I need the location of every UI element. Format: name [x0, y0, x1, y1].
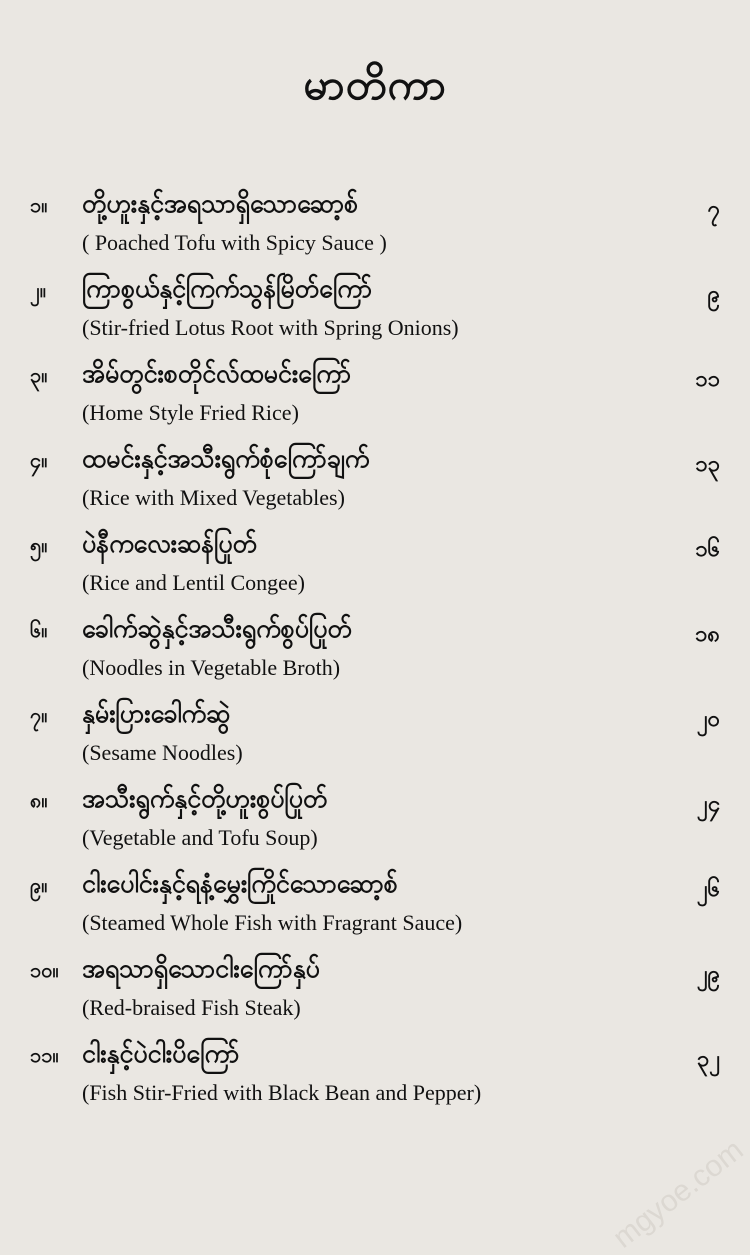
- item-title-myanmar: အရသာရှိသောငါးကြော်နှပ်: [82, 954, 320, 983]
- item-title-myanmar: ခေါက်ဆွဲနှင့်အသီးရွက်စွပ်ပြုတ်: [82, 614, 352, 643]
- item-title-myanmar: နှမ်းပြားခေါက်ဆွဲ: [82, 699, 231, 728]
- item-page-number: ၁၈: [695, 621, 720, 647]
- item-page-number: ၂၀: [696, 706, 720, 732]
- toc-item-8: [0, 783, 750, 868]
- item-title-english: (Sesame Noodles): [82, 740, 243, 765]
- item-title-myanmar: ပဲနီကလေးဆန်ပြုတ်: [82, 529, 257, 558]
- item-page-number: ၂၄: [696, 791, 720, 817]
- item-page-number: ၂၉: [696, 961, 720, 987]
- item-title-english: ( Poached Tofu with Spicy Sauce ): [82, 230, 387, 255]
- toc-item-9: [0, 868, 750, 953]
- item-number: ၄။: [30, 448, 48, 472]
- toc-item-5: [0, 528, 750, 613]
- item-title-english: (Stir-fried Lotus Root with Spring Onions): [82, 315, 459, 340]
- item-title-myanmar: အိမ်တွင်းစတိုင်လ်ထမင်းကြော်: [82, 359, 352, 388]
- item-number: ၈။: [30, 788, 48, 812]
- item-page-number: ၂၆: [696, 876, 720, 902]
- toc-item-11: [0, 1038, 750, 1123]
- item-page-number: ၁၁: [695, 366, 720, 392]
- item-title-english: (Fish Stir-Fried with Black Bean and Pepper): [82, 1080, 482, 1105]
- item-title-myanmar: အသီးရွက်နှင့်တို့ဟူးစွပ်ပြုတ်: [82, 784, 328, 813]
- item-number: ၉။: [30, 873, 48, 897]
- item-title-english: (Rice and Lentil Congee): [82, 570, 305, 595]
- item-title-english: (Noodles in Vegetable Broth): [82, 655, 341, 680]
- item-number: ၃။: [30, 363, 48, 387]
- item-number: ၂။: [30, 278, 46, 302]
- item-page-number: ၁၃: [695, 451, 720, 477]
- item-page-number: ၃၂: [696, 1046, 720, 1072]
- item-title-myanmar: တို့ဟူးနှင့်အရသာရှိသောဆော့စ်: [82, 189, 359, 218]
- item-number: ၁၀။: [30, 958, 59, 982]
- toc-item-10: [0, 953, 750, 1038]
- item-number: ၁၁။: [30, 1043, 59, 1067]
- item-title-english: (Red-braised Fish Steak): [82, 995, 301, 1020]
- toc-item-1: [0, 188, 750, 273]
- toc-item-4: [0, 443, 750, 528]
- item-number: ၇။: [30, 703, 48, 727]
- item-number: ၅။: [30, 533, 48, 557]
- item-number: ၁။: [30, 193, 48, 217]
- item-page-number: ၇: [707, 196, 720, 222]
- page-title: မာတိကာ: [303, 60, 447, 109]
- watermark: mgyoe.com: [606, 1133, 750, 1255]
- item-page-number: ၉: [707, 281, 720, 307]
- item-page-number: ၁၆: [695, 536, 720, 562]
- item-title-myanmar: ကြာစွယ်နှင့်ကြက်သွန်မြိတ်ကြော်: [82, 274, 373, 303]
- item-title-myanmar: ထမင်းနှင့်အသီးရွက်စုံကြော်ချက်: [82, 444, 370, 473]
- toc-item-7: [0, 698, 750, 783]
- item-title-english: (Rice with Mixed Vegetables): [82, 485, 345, 510]
- item-number: ၆။: [30, 618, 48, 642]
- item-title-myanmar: ငါးနှင့်ပဲငါးပိကြော်: [82, 1039, 240, 1068]
- item-title-english: (Steamed Whole Fish with Fragrant Sauce): [82, 910, 463, 935]
- item-title-english: (Vegetable and Tofu Soup): [82, 825, 318, 850]
- toc-item-2: [0, 273, 750, 358]
- item-title-english: (Home Style Fried Rice): [82, 400, 299, 425]
- toc-item-6: [0, 613, 750, 698]
- toc-list: [0, 188, 750, 1123]
- toc-item-3: [0, 358, 750, 443]
- item-title-myanmar: ငါးပေါင်းနှင့်ရနံ့မွှေးကြိုင်သောဆော့စ်: [82, 869, 398, 898]
